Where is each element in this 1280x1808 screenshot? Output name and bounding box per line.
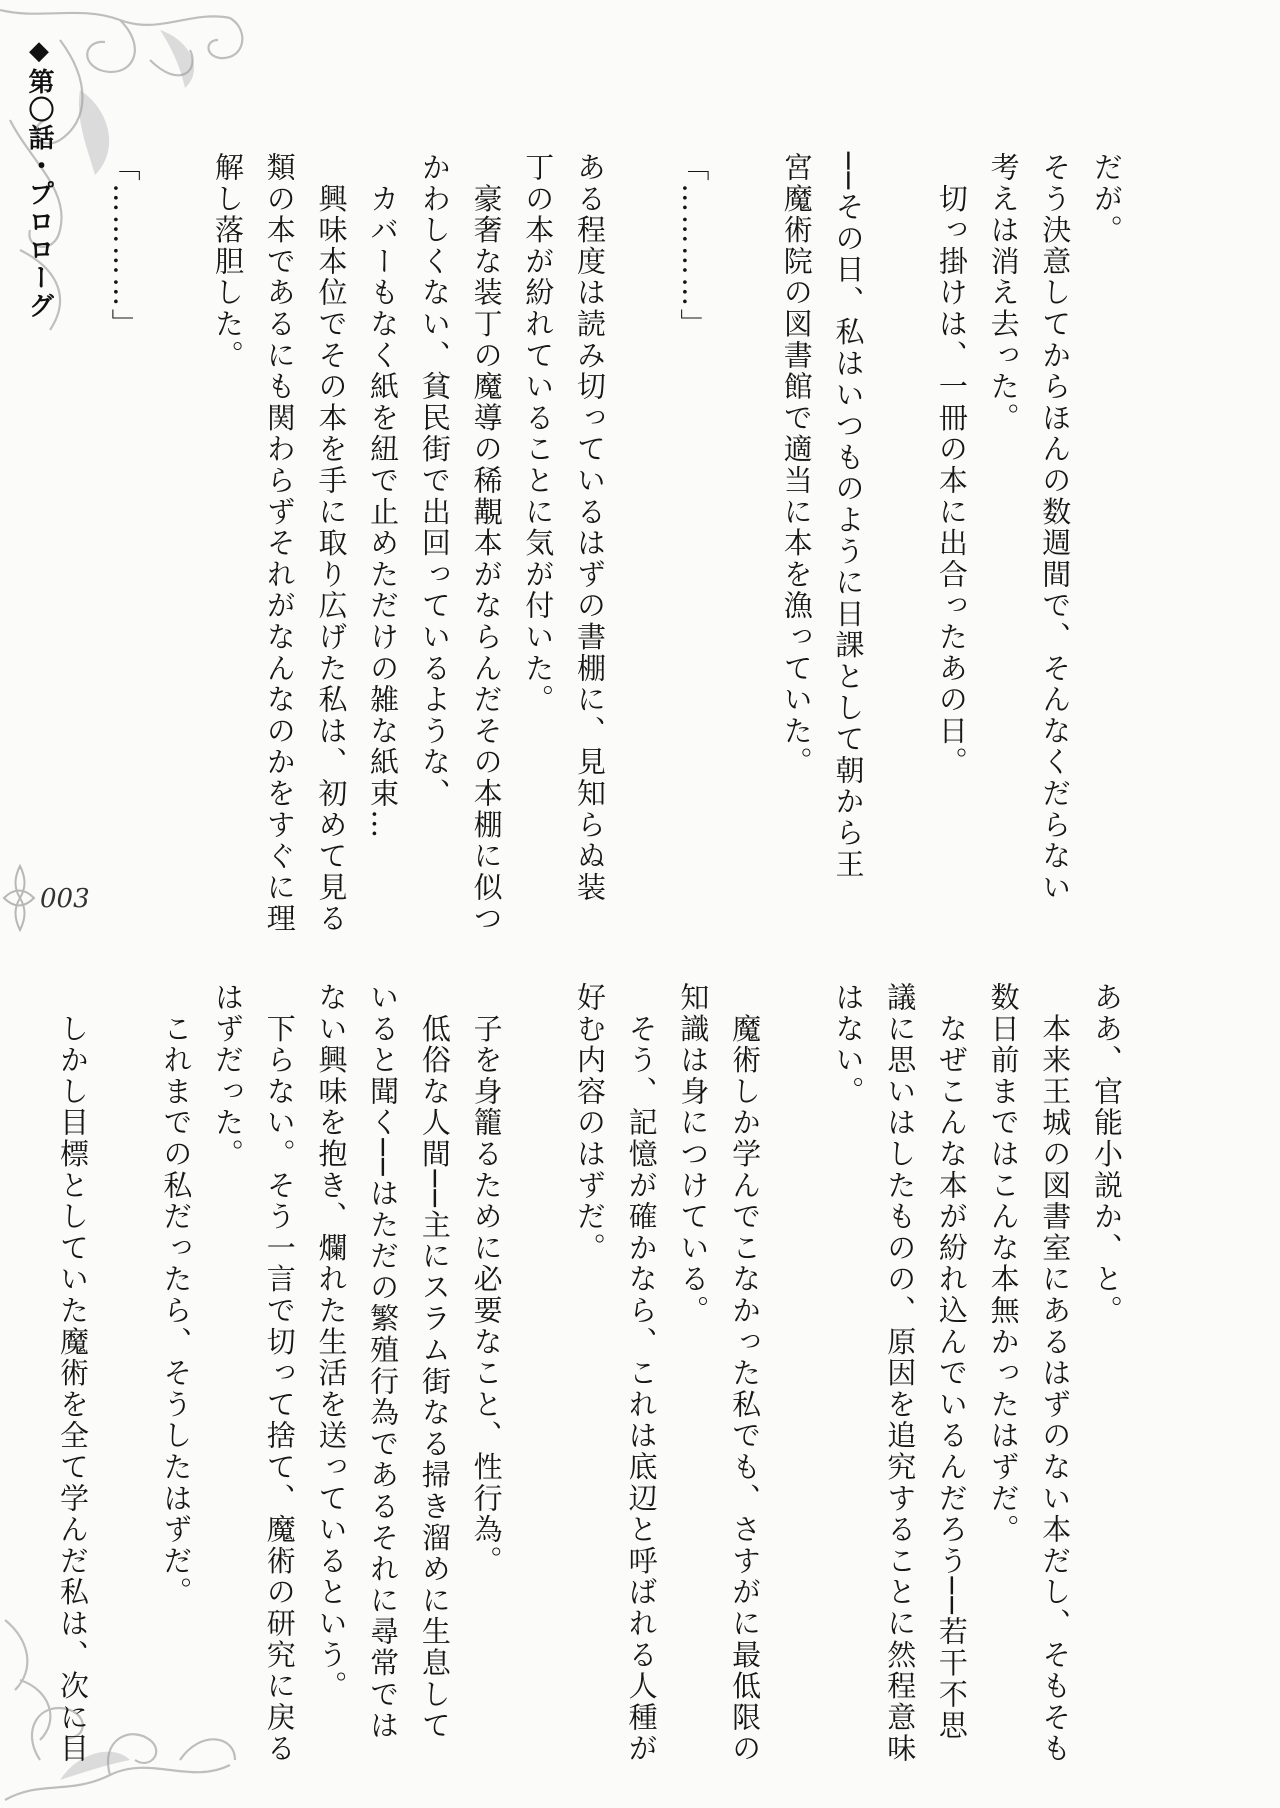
text-line: ある程度は読み切っているはずの書棚に、見知らぬ装 <box>572 152 607 904</box>
text-line: ──その日、私はいつものように日課として朝から王 <box>831 152 866 881</box>
text-line: 子を身籠るために必要なこと、性行為。 <box>469 982 504 1577</box>
text-line: 低俗な人間──主にスラム街なる掃き溜めに生息して <box>417 982 452 1742</box>
text-line: なぜこんな本が紛れ込んでいるんだろう──若干不思 <box>934 982 969 1742</box>
blank-line <box>615 152 667 872</box>
text-line: カバーもなく紙を紐で止めただけの雑な紙束… <box>366 152 401 841</box>
text-line: 解し落胆した。 <box>211 152 246 372</box>
text-line: 好む内容のはずだ。 <box>572 982 607 1264</box>
blank-line <box>770 982 822 1707</box>
blank-line <box>512 982 564 1707</box>
text-line: いると聞く──はただの繁殖行為であるそれに尋常では <box>366 982 401 1742</box>
text-line: 切っ掛けは、一冊の本に出合ったあの日。 <box>934 152 969 778</box>
text-line: ああ、官能小説か、と。 <box>1090 982 1124 1327</box>
text-line: 宮魔術院の図書館で適当に本を漁っていた。 <box>779 152 814 778</box>
bottom-text-block <box>46 982 1132 1765</box>
page-number: 003 <box>40 884 90 914</box>
text-line: 豪奢な装丁の魔導の稀覯本がならんだその本棚に似つ <box>469 152 504 935</box>
text-line: かわしくない、貧民街で出回っているような、 <box>417 152 452 810</box>
text-line: 丁の本が紛れていることに気が付いた。 <box>521 152 556 716</box>
text-line: はずだった。 <box>211 982 246 1170</box>
text-line: 本来王城の図書室にあるはずのない本だし、そもそも <box>1038 982 1073 1765</box>
chapter-title: ◆第〇話・プロローグ <box>24 36 54 320</box>
text-line: これまでの私だったら、そうしたはずだ。 <box>159 982 194 1608</box>
text-line: 下らない。そう一言で切って捨て、魔術の研究に戻る <box>262 982 297 1765</box>
blank-line <box>873 152 925 872</box>
text-line: 類の本であるにも関わらずそれがなんなのかをすぐに理 <box>262 152 297 935</box>
text-line: 考えは消え去った。 <box>986 152 1021 434</box>
text-line: だが。 <box>1090 152 1124 246</box>
text-line: しかし目標としていた魔術を全て学んだ私は、次に目 <box>55 982 90 1765</box>
blank-line <box>718 152 770 872</box>
top-text-block <box>98 152 1132 935</box>
page-number-flourish-icon <box>0 858 44 938</box>
text-line: はない。 <box>831 982 866 1108</box>
text-line: 「…………」 <box>107 152 142 340</box>
text-line: そう、記憶が確かなら、これは底辺と呼ばれる人種が <box>624 982 659 1765</box>
text-line: そう決意してからほんの数週間で、そんなくだらない <box>1038 152 1073 904</box>
text-line: 数日前まではこんな本無かったはずだ。 <box>986 982 1021 1546</box>
text-line: 興味本位でその本を手に取り広げた私は、初めて見る <box>314 152 349 935</box>
blank-line <box>98 982 150 1707</box>
text-line: 魔術しか学んでこなかった私でも、さすがに最低限の <box>728 982 763 1765</box>
blank-line <box>150 152 202 872</box>
text-line: 議に思いはしたものの、原因を追究することに然程意味 <box>883 982 918 1765</box>
text-line: 「…………」 <box>676 152 711 340</box>
text-line: 知識は身につけている。 <box>676 982 711 1327</box>
text-line: ない興味を抱き、爛れた生活を送っているという。 <box>314 982 349 1702</box>
